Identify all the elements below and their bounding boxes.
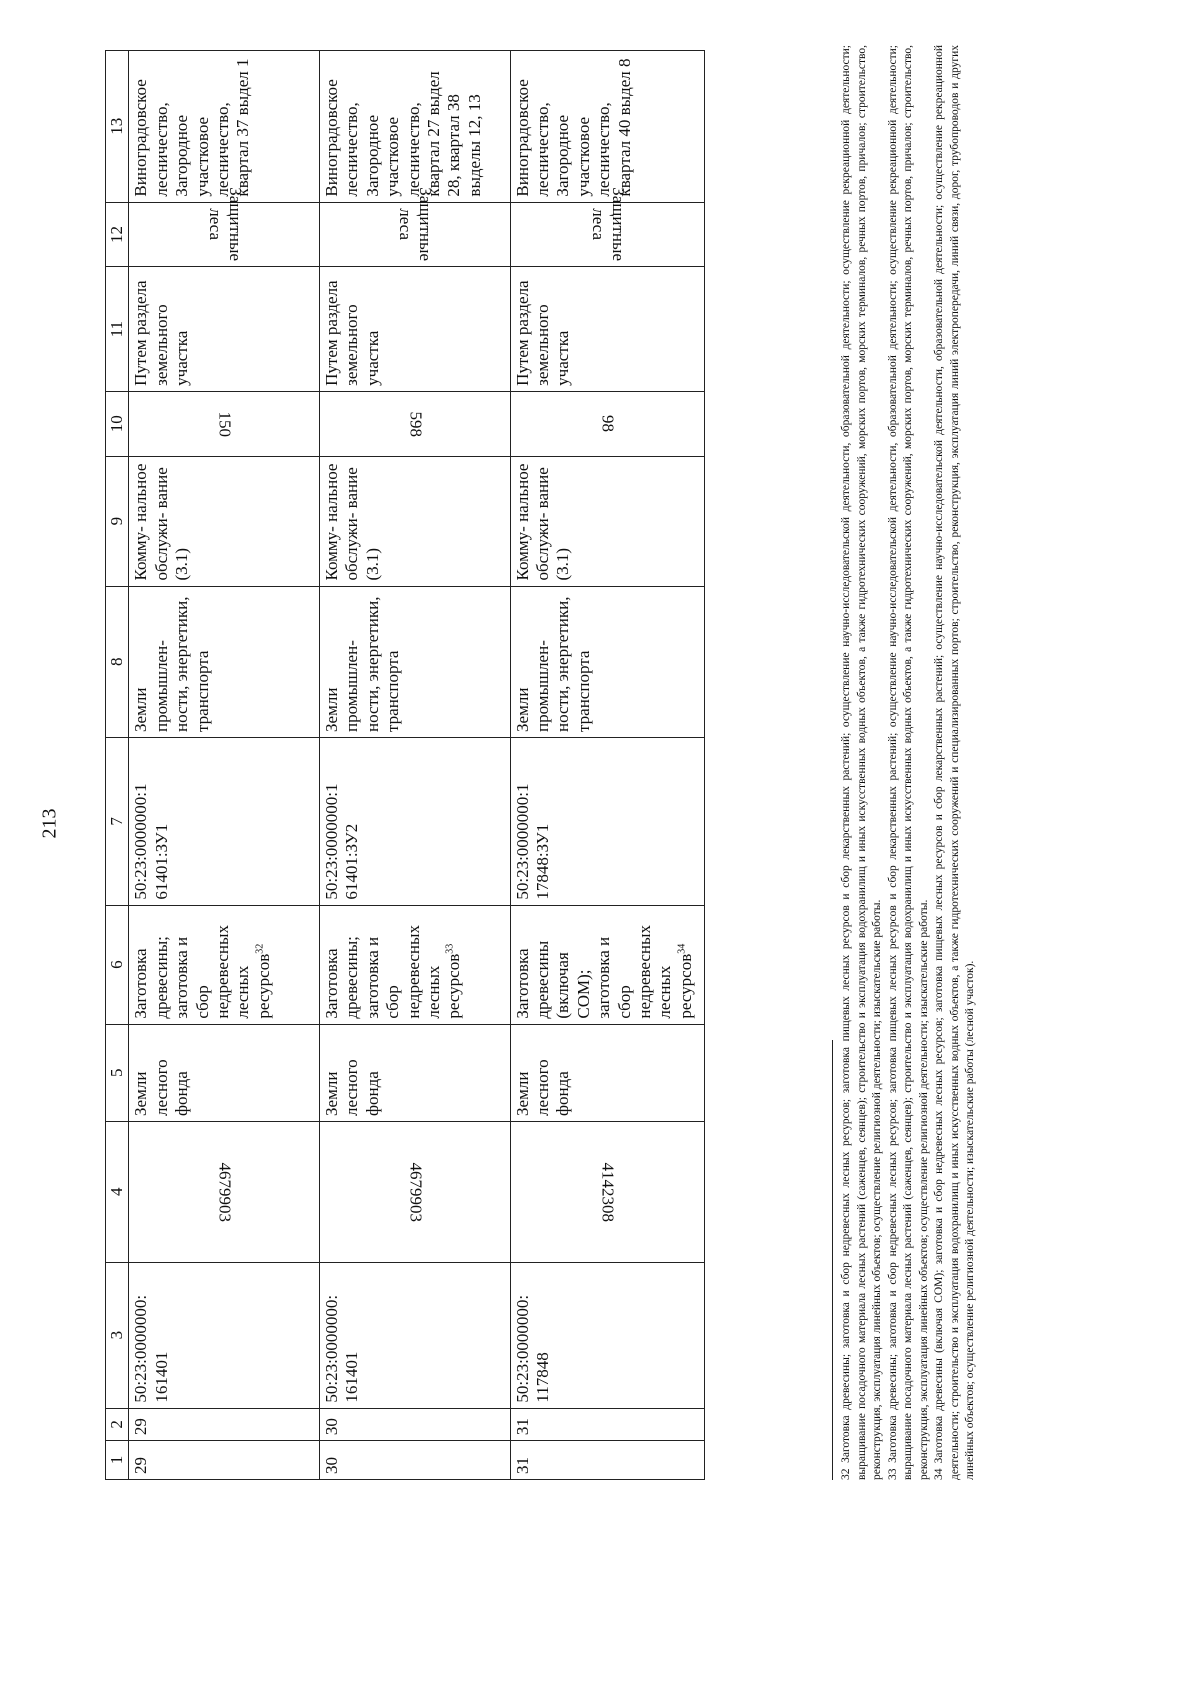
cell-row-number: 30 xyxy=(320,1441,511,1480)
cell-area xyxy=(510,1121,704,1262)
col-header-10: 10 xyxy=(106,391,129,456)
cell-cadastral-number: 50:23:0000000: 161401 xyxy=(129,1262,320,1408)
cell-area-value: 4142308 xyxy=(598,1162,618,1222)
col-header-1: 1 xyxy=(106,1441,129,1480)
cell-forest-type xyxy=(510,187,704,267)
table-container xyxy=(105,50,705,1480)
cell-use-type: Комму- нальное обслужи- вание (3.1) xyxy=(320,456,511,586)
cell-new-cadastral-number: 50:23:0000000:1 17848:ЗУ1 xyxy=(510,737,704,905)
cell-area xyxy=(129,1121,320,1262)
cell-formation-method: Путем раздела земельного участка xyxy=(320,267,511,391)
cell-forest-type xyxy=(129,187,320,267)
footnote-ref: 33 xyxy=(444,943,456,954)
col-header-5: 5 xyxy=(106,1024,129,1121)
footnote-separator xyxy=(832,1040,833,1480)
table-row xyxy=(320,51,511,1480)
col-header-13: 13 xyxy=(106,51,129,203)
cell-new-area-value: 98 xyxy=(598,415,618,433)
col-header-11: 11 xyxy=(106,267,129,391)
cell-new-area xyxy=(320,391,511,456)
col-header-6: 6 xyxy=(106,905,129,1024)
cell-new-area-value: 598 xyxy=(406,411,426,437)
table-row xyxy=(129,51,320,1480)
cell-item-number: 31 xyxy=(510,1408,704,1440)
col-header-2: 2 xyxy=(106,1408,129,1440)
cell-item-number: 29 xyxy=(129,1408,320,1440)
footnotes xyxy=(832,45,979,1480)
cell-location: Виноградовское лесничество, Загородное участковое лесничество, квартал 27 выдел 28, квартал 38 выделы 12, 13 xyxy=(320,51,511,203)
cell-new-area xyxy=(510,391,704,456)
col-header-3: 3 xyxy=(106,1262,129,1408)
cell-location: Виноградовское лесничество, Загородное участковое лесничество, квартал 40 выдел 8 xyxy=(510,51,704,203)
footnote-34: 34 Заготовка древесины (включая СОМ); заготовка и сбор недревесных лесных ресурсов; заготовка пищевых лесных ресурсов и сбор лекарственных растений; осуществление научно-исследовательской деятельности, образовательной деятельности; осуществление рекреационной деятельности; строительство и эксплуатация водохранилищ и иных искусственных водных объектов, а также гидротехнических сооружений и специализированных портов; строительство, реконструкция, эксплуатация линий электропередачи, линий связи, дорог, трубопроводов и других линейных объектов; осуществление религиозной деятельности; изыскательские работы (лесной участок). xyxy=(933,45,977,1480)
footnote-32: 32 Заготовка древесины; заготовка и сбор недревесных лесных ресурсов; заготовка пищевых лесных ресурсов и сбор лекарственных растений; осуществление научно-исследовательской деятельности, образовательной деятельности; осуществление рекреационной деятельности; выращивание посадочного материала лесных растений (саженцев, сеянцев); строительство и эксплуатация водохранилищ и иных искусственных водных объектов, а также гидротехнических сооружений, морских портов, морских терминалов, речных портов, причалов; строительство, реконструкция, эксплуатация линейных объектов; осуществление религиозной деятельности; изыскательские работы. xyxy=(840,45,884,1480)
cell-area xyxy=(320,1121,511,1262)
col-header-9: 9 xyxy=(106,456,129,586)
cell-land-category: Земли лесного фонда xyxy=(510,1024,704,1121)
cell-forest-type-value: Защитные леса xyxy=(588,187,628,262)
cell-permitted-use-text: Заготовка древесины; заготовка и сбор недревесных лесных ресурсов xyxy=(131,925,273,1019)
cell-permitted-use xyxy=(510,905,704,1024)
cell-new-area xyxy=(129,391,320,456)
cell-permitted-use-text: Заготовка древесины; заготовка и сбор недревесных лесных ресурсов xyxy=(322,925,464,1019)
cell-cadastral-number: 50:23:0000000: 161401 xyxy=(320,1262,511,1408)
page-number: 213 xyxy=(38,808,61,839)
cell-location: Виноградовское лесничество, Загородное участковое лесничество, квартал 37 выдел 1 xyxy=(129,51,320,203)
cell-forest-type xyxy=(320,187,511,267)
cell-new-cadastral-number: 50:23:0000000:1 61401:ЗУ1 xyxy=(129,737,320,905)
table-row xyxy=(510,51,704,1480)
footnote-33: 33 Заготовка древесины; заготовка и сбор недревесных лесных ресурсов; заготовка пищевых лесных ресурсов и сбор лекарственных растений; осуществление научно-исследовательской деятельности, образовательной деятельности; осуществление рекреационной деятельности; выращивание посадочного материала лесных растений (саженцев, сеянцев); строительство и эксплуатация водохранилищ и иных искусственных водных объектов, а также гидротехнических сооружений, морских портов, морских терминалов, речных портов, причалов; строительство, реконструкция, эксплуатация линейных объектов; осуществление религиозной деятельности; изыскательские работы. xyxy=(886,45,930,1480)
cell-new-cadastral-number: 50:23:0000000:1 61401:ЗУ2 xyxy=(320,737,511,905)
cell-use-type: Комму- нальное обслужи- вание (3.1) xyxy=(129,456,320,586)
cell-permitted-use xyxy=(129,905,320,1024)
footnote-ref: 34 xyxy=(676,943,688,954)
cell-forest-type-value: Защитные леса xyxy=(205,187,245,262)
cell-cadastral-number: 50:23:0000000: 117848 xyxy=(510,1262,704,1408)
cell-land-category: Земли лесного фонда xyxy=(129,1024,320,1121)
cell-use-type: Комму- нальное обслужи- вание (3.1) xyxy=(510,456,704,586)
cell-area-value: 4679903 xyxy=(215,1162,235,1222)
cell-new-land-category: Земли промышлен- ности, энергетики, транспорта xyxy=(320,586,511,737)
cell-area-value: 4679903 xyxy=(406,1162,426,1222)
cell-item-number: 30 xyxy=(320,1408,511,1440)
cell-new-land-category: Земли промышлен- ности, энергетики, транспорта xyxy=(129,586,320,737)
cell-formation-method: Путем раздела земельного участка xyxy=(129,267,320,391)
cell-row-number: 29 xyxy=(129,1441,320,1480)
land-plots-table xyxy=(105,50,705,1480)
col-header-12: 12 xyxy=(106,202,129,267)
cell-new-area-value: 150 xyxy=(215,411,235,437)
cell-new-land-category: Земли промышлен- ности, энергетики, транспорта xyxy=(510,586,704,737)
footnote-ref: 32 xyxy=(254,943,266,954)
col-header-7: 7 xyxy=(106,737,129,905)
cell-land-category: Земли лесного фонда xyxy=(320,1024,511,1121)
cell-formation-method: Путем раздела земельного участка xyxy=(510,267,704,391)
cell-forest-type-value: Защитные леса xyxy=(395,187,436,262)
cell-permitted-use-text: Заготовка древесины (включая СОМ); заготовка и сбор недревесных лесных ресурсов xyxy=(512,925,695,1019)
col-header-4: 4 xyxy=(106,1121,129,1262)
cell-row-number: 31 xyxy=(510,1441,704,1480)
cell-permitted-use xyxy=(320,905,511,1024)
col-header-8: 8 xyxy=(106,586,129,737)
table-header-row xyxy=(106,51,129,1480)
